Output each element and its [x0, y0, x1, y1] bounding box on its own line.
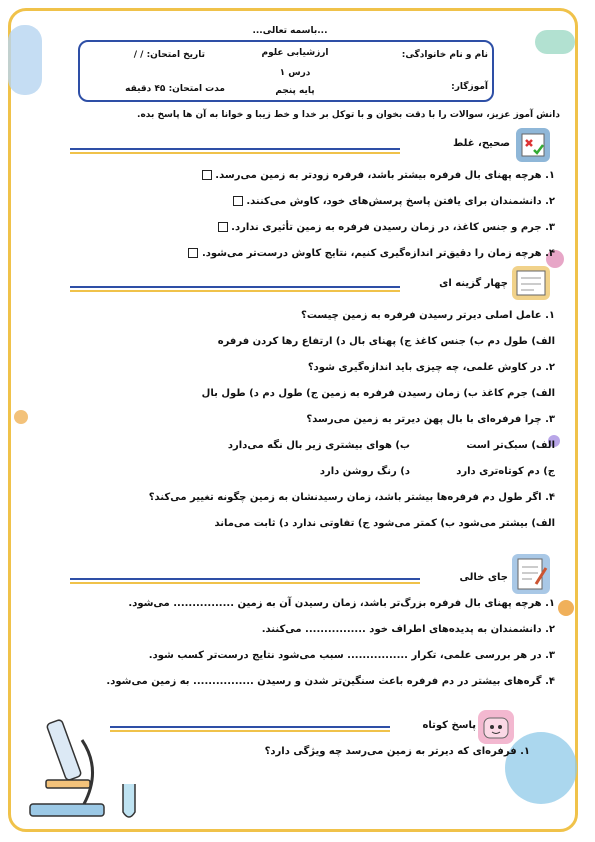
section-title-fill-blank: جای خالی [459, 572, 508, 583]
section-title-short-answer: پاسخ کوتاه [422, 720, 476, 731]
mc-options-1[interactable]: الف) طول دم ب) جنس کاغذ ج) پهنای بال د) ارتفاع رها کردن فرفره [217, 336, 555, 347]
mc-question-1: ۱. عامل اصلی دیرتر رسیدن فرفره به زمین چیست؟ [301, 310, 555, 321]
section-divider [70, 152, 400, 154]
answer-checkbox[interactable] [202, 170, 212, 180]
subject-title: ارزشیابی علوم [261, 48, 329, 58]
true-false-icon [516, 128, 550, 162]
tf-question-text: ۱. هرچه پهنای بال فرفره بیشتر باشد، فرفره زودتر به زمین می‌رسد. [215, 170, 555, 181]
section-title-multiple-choice: چهار گزینه ای [439, 278, 508, 289]
grade-label: پایه پنجم [275, 86, 315, 96]
fill-blank-question-3[interactable]: ۳. در هر بررسی علمی، تکرار ................ سبب می‌شود نتایج درست‌تر کسب شود. [148, 650, 555, 661]
section-divider [70, 148, 400, 150]
tf-question-1 [40, 170, 555, 181]
tf-question-text: ۲. دانشمندان برای یافتن پاسخ پرسش‌های خود، کاوش می‌کنند. [246, 196, 555, 207]
invocation-text: ...باسمه تعالی... [252, 26, 328, 36]
fill-blank-question-2[interactable]: ۲. دانشمندان به پدیده‌های اطراف خود ................ می‌کنند. [261, 624, 555, 635]
microscope-illustration [22, 700, 112, 820]
teacher-label: آموزگار: [451, 82, 488, 92]
mc-option-3b[interactable]: ب) هوای بیشتری زیر بال نگه می‌دارد [227, 440, 410, 451]
exam-date: تاریخ امتحان: / / [133, 50, 205, 60]
test-tube-illustration [118, 782, 140, 822]
tf-question-4 [40, 248, 555, 259]
section-divider [70, 286, 400, 288]
section-title-true-false: صحیح، غلط [452, 138, 510, 149]
lesson-number: درس ۱ [279, 68, 311, 78]
short-answer-question-1[interactable]: ۱. فرفره‌ای که دیرتر به زمین می‌رسد چه ویژگی دارد؟ [264, 746, 530, 757]
exam-duration: مدت امتحان: ۴۵ دقیقه [125, 84, 225, 94]
fill-blank-question-4[interactable]: ۴. گره‌های بیشتر در دم فرفره باعث سنگین‌تر شدن و رسیدن ................ به زمین می‌شود. [106, 676, 555, 687]
answer-checkbox[interactable] [218, 222, 228, 232]
mc-options-2[interactable]: الف) جرم کاغذ ب) زمان رسیدن فرفره به زمین ج) طول دم د) طول بال [201, 388, 555, 399]
mc-option-3c[interactable]: ج) دم کوتاه‌تری دارد [456, 466, 555, 477]
mc-question-3: ۳. چرا فرفره‌ای با بال پهن دیرتر به زمین می‌رسد؟ [306, 414, 555, 425]
tf-question-text: ۳. جرم و جنس کاغذ، در زمان رسیدن فرفره به زمین تأثیری ندارد. [231, 222, 555, 233]
fill-blank-icon [512, 554, 550, 594]
planet-decoration [558, 600, 574, 616]
multiple-choice-icon [512, 266, 550, 300]
globe-illustration [505, 732, 577, 804]
planet-decoration [14, 410, 28, 424]
section-divider [70, 582, 420, 584]
rocket-illustration [8, 25, 42, 95]
answer-checkbox[interactable] [233, 196, 243, 206]
tf-question-3 [40, 222, 555, 233]
mc-option-3a[interactable]: الف) سبک‌تر است [466, 440, 555, 451]
molecule-illustration [535, 30, 575, 54]
mc-question-4: ۴. اگر طول دم فرفره‌ها بیشتر باشد، زمان رسیدنشان به زمین چگونه تغییر می‌کند؟ [148, 492, 555, 503]
tf-question-2 [40, 196, 555, 207]
mc-options-4[interactable]: الف) بیشتر می‌شود ب) کمتر می‌شود ج) تفاوتی ندارد د) ثابت می‌ماند [214, 518, 555, 529]
answer-checkbox[interactable] [188, 248, 198, 258]
section-divider [110, 726, 390, 728]
section-divider [70, 578, 420, 580]
fill-blank-question-1[interactable]: ۱. هرچه پهنای بال فرفره بزرگ‌تر باشد، زمان رسیدن آن به زمین ................ می‌شود. [128, 598, 555, 609]
instructions-text: دانش آموز عزیز، سوالات را با دقت بخوان و با توکل بر خدا و خط زیبا و خوانا به آن ها پاسخ بده. [137, 110, 560, 120]
tf-question-text: ۴. هرچه زمان را دقیق‌تر اندازه‌گیری کنیم، نتایج کاوش درست‌تر می‌شود. [201, 248, 555, 259]
short-answer-icon [478, 710, 514, 744]
section-divider [110, 730, 390, 732]
section-divider [70, 290, 400, 292]
mc-question-2: ۲. در کاوش علمی، چه چیزی باید اندازه‌گیری شود؟ [307, 362, 555, 373]
mc-option-3d[interactable]: د) رنگ روشن دارد [319, 466, 410, 477]
student-name-label: نام و نام خانوادگی: [401, 50, 488, 60]
